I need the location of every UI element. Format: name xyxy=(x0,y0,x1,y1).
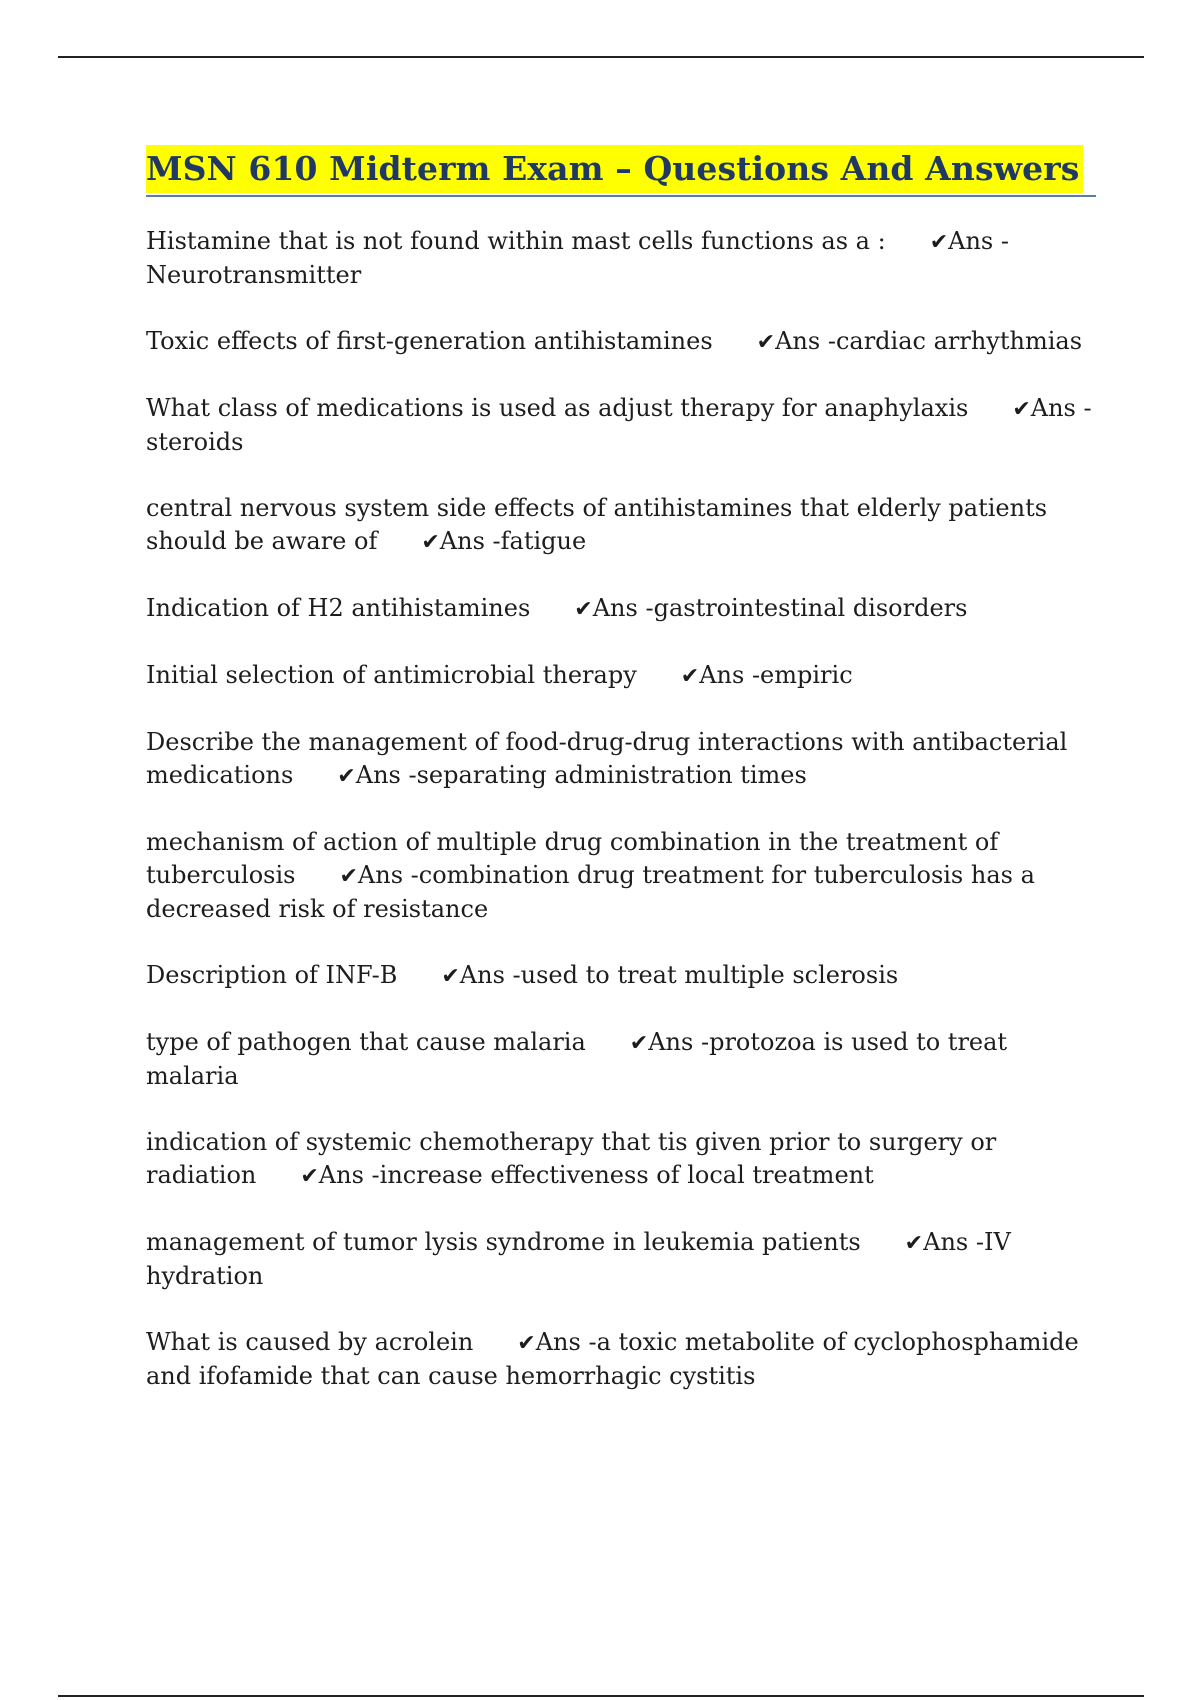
answer-text: -cardiac arrhythmias xyxy=(827,327,1083,355)
answer-label: Ans xyxy=(535,1328,581,1356)
checkmark-icon: ✔ xyxy=(421,530,440,555)
answer-marker xyxy=(339,861,403,889)
page-bottom-rule xyxy=(58,1695,1144,1697)
qa-item xyxy=(146,492,1096,559)
checkmark-icon: ✔ xyxy=(904,1231,924,1256)
qa-list xyxy=(146,225,1096,1393)
answer-marker xyxy=(681,661,745,689)
checkmark-icon: ✔ xyxy=(574,597,593,622)
qa-item xyxy=(146,1026,1096,1093)
answer-marker xyxy=(574,594,638,622)
answer-label: Ans xyxy=(699,661,745,689)
answer-label: Ans xyxy=(355,761,401,789)
answer-label: Ans xyxy=(923,1228,969,1256)
question-text: Initial selection of antimicrobial therapy xyxy=(146,661,637,689)
answer-marker xyxy=(930,227,994,255)
qa-item xyxy=(146,959,1096,993)
checkmark-icon: ✔ xyxy=(517,1331,536,1356)
answer-label: Ans xyxy=(357,861,404,889)
answer-marker xyxy=(337,761,401,789)
question-text: Description of INF-B xyxy=(146,961,398,989)
answer-label: Ans xyxy=(775,327,821,355)
question-text: type of pathogen that cause malaria xyxy=(146,1028,586,1056)
answer-marker xyxy=(905,1228,969,1256)
answer-label: Ans xyxy=(318,1161,364,1189)
answer-marker xyxy=(300,1161,364,1189)
answer-text: -separating administration times xyxy=(408,761,807,789)
checkmark-icon: ✔ xyxy=(929,230,949,255)
document-title: MSN 610 Midterm Exam – Questions And Answers xyxy=(146,145,1083,193)
answer-label: Ans xyxy=(1030,394,1076,422)
qa-item xyxy=(146,1226,1096,1293)
checkmark-icon: ✔ xyxy=(1012,397,1031,422)
qa-item xyxy=(146,726,1096,793)
qa-item xyxy=(146,826,1096,926)
answer-text: -fatigue xyxy=(492,527,587,555)
answer-marker xyxy=(421,527,485,555)
checkmark-icon: ✔ xyxy=(756,330,776,355)
answer-marker xyxy=(517,1328,581,1356)
checkmark-icon: ✔ xyxy=(300,1164,319,1189)
title-underline xyxy=(146,145,1096,197)
question-text: Describe the management of food-drug-drug interactions with antibacterial medications xyxy=(146,728,1068,789)
answer-text: -used to treat multiple sclerosis xyxy=(512,961,899,989)
checkmark-icon: ✔ xyxy=(680,664,700,689)
answer-text: -increase effectiveness of local treatment xyxy=(371,1161,874,1189)
answer-text: -combination drug treatment for tuberculosis has a decreased risk of resistance xyxy=(146,861,1035,923)
qa-item xyxy=(146,592,1096,626)
checkmark-icon: ✔ xyxy=(441,964,460,989)
answer-text: -protozoa is used to treat malaria xyxy=(146,1028,1008,1090)
qa-item xyxy=(146,325,1096,359)
page-top-rule xyxy=(58,56,1144,58)
qa-item xyxy=(146,1326,1096,1393)
question-text: indication of systemic chemotherapy that tis given prior to surgery or radiation xyxy=(146,1128,997,1189)
answer-label: Ans xyxy=(592,594,638,622)
answer-marker xyxy=(441,961,505,989)
question-text: Toxic effects of first-generation antihistamines xyxy=(146,327,713,355)
answer-label: Ans xyxy=(648,1028,694,1056)
answer-marker xyxy=(757,327,821,355)
answer-marker xyxy=(630,1028,694,1056)
qa-item xyxy=(146,392,1096,459)
question-text: What is caused by acrolein xyxy=(146,1328,474,1356)
qa-item xyxy=(146,1126,1096,1193)
qa-item xyxy=(146,659,1096,693)
answer-label: Ans xyxy=(439,527,485,555)
document-body xyxy=(146,145,1096,1426)
answer-label: Ans xyxy=(459,961,505,989)
answer-marker xyxy=(1012,394,1076,422)
answer-text: -empiric xyxy=(751,661,853,689)
checkmark-icon: ✔ xyxy=(339,864,358,889)
question-text: What class of medications is used as adjust therapy for anaphylaxis xyxy=(146,394,969,422)
answer-text: -a toxic metabolite of cyclophosphamide and ifofamide that can cause hemorrhagic cystitis xyxy=(146,1328,1079,1390)
qa-item xyxy=(146,225,1096,292)
answer-text: -Neurotransmitter xyxy=(146,227,1009,289)
checkmark-icon: ✔ xyxy=(629,1031,649,1056)
answer-label: Ans xyxy=(948,227,994,255)
checkmark-icon: ✔ xyxy=(337,764,356,789)
question-text: central nervous system side effects of antihistamines that elderly patients should be aware of xyxy=(146,494,1048,555)
answer-text: -gastrointestinal disorders xyxy=(645,594,968,622)
question-text: mechanism of action of multiple drug combination in the treatment of tuberculosis xyxy=(146,828,999,889)
question-text: Histamine that is not found within mast cells functions as a : xyxy=(146,227,886,255)
question-text: Indication of H2 antihistamines xyxy=(146,594,531,622)
question-text: management of tumor lysis syndrome in leukemia patients xyxy=(146,1228,861,1256)
answer-text: -IV hydration xyxy=(146,1228,1011,1290)
answer-text: -steroids xyxy=(146,394,1092,456)
